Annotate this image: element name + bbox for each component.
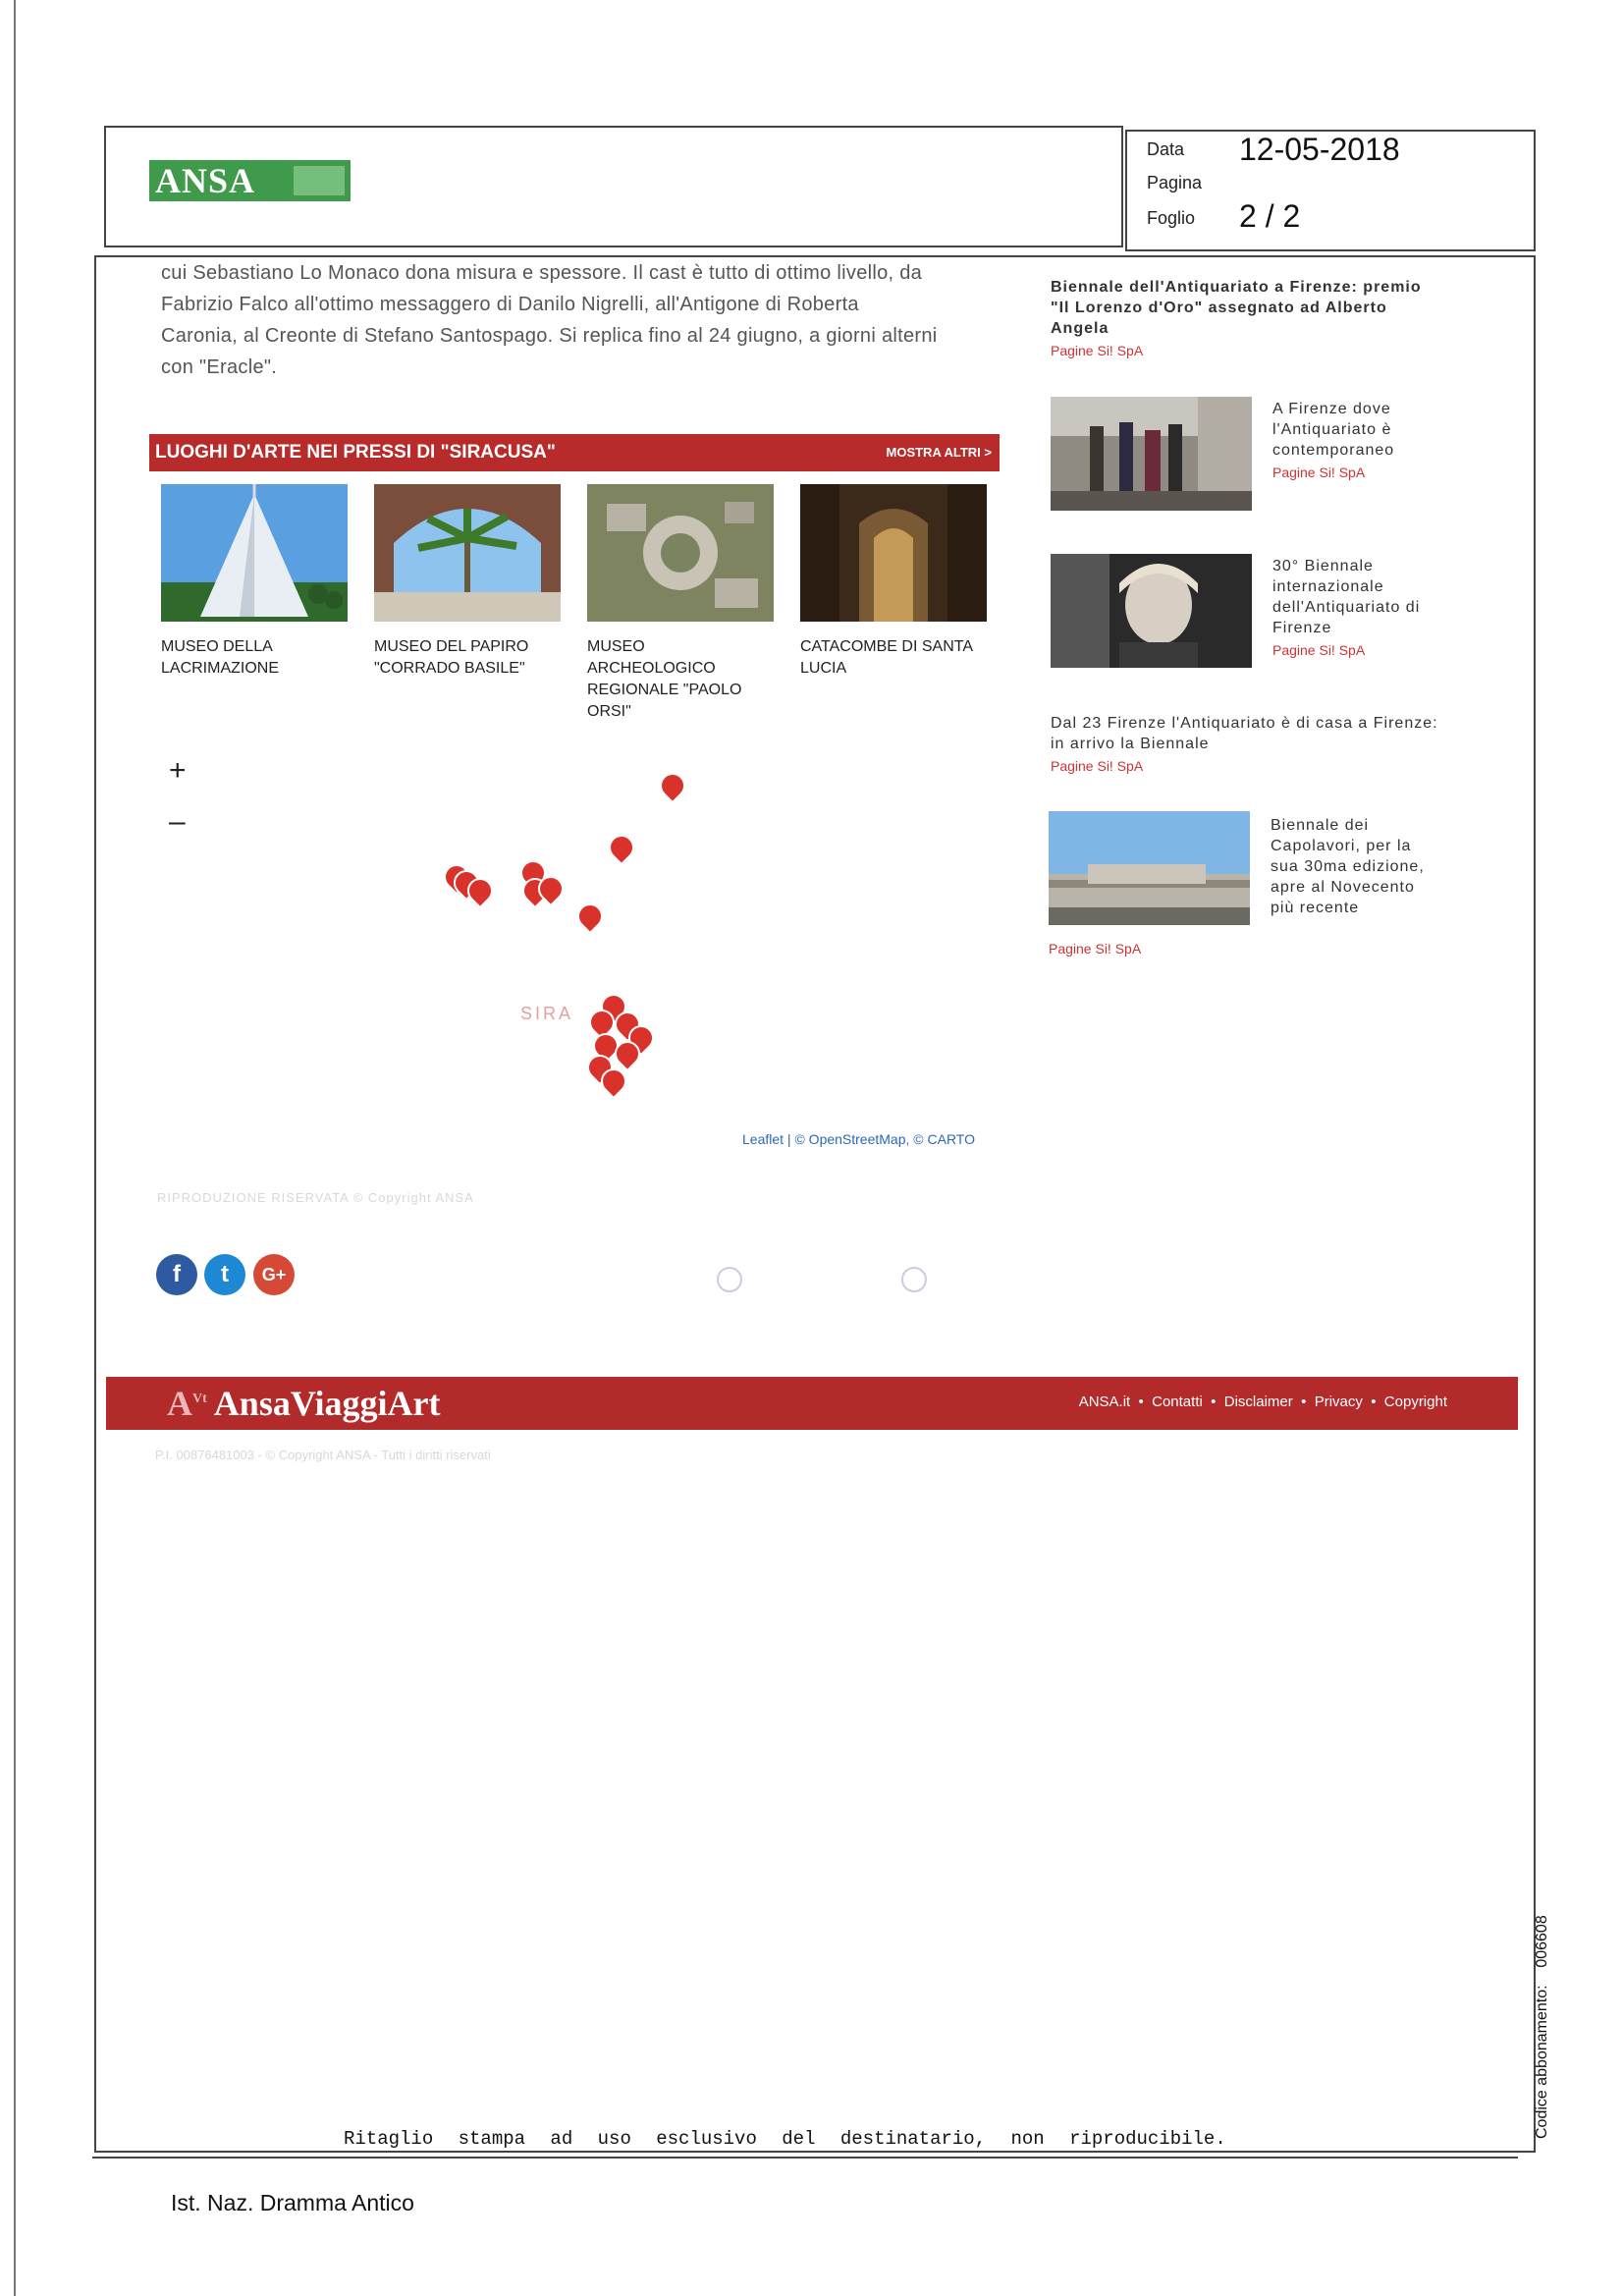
codice-value: 006608	[1534, 1915, 1550, 1968]
sidebar-item-1[interactable]	[1051, 277, 1424, 358]
footer-bar	[106, 1377, 1518, 1430]
footer-links: ANSA.it • Contatti • Disclaimer • Privacy • Copyright	[1078, 1394, 1447, 1410]
pagina-label: Pagina	[1147, 173, 1203, 192]
show-more-link[interactable]: MOSTRA ALTRI >	[886, 445, 992, 460]
article-line: Fabrizio Falco all'ottimo messaggero di Danilo Nigrelli, all'Antigone di Roberta	[161, 294, 859, 315]
sidebar-source: Pagine Si! SpA	[1051, 758, 1144, 774]
foglio-label: Foglio	[1147, 208, 1196, 228]
footer-link-disclaimer[interactable]: Disclaimer	[1223, 1394, 1293, 1410]
article-line: cui Sebastiano Lo Monaco dona misura e spessore. Il cast è tutto di ottimo livello, da	[161, 262, 923, 284]
bottom-rule	[92, 2157, 1518, 2159]
logo-tag	[294, 166, 345, 195]
places-banner	[149, 434, 1000, 471]
thumb-lacrimazione[interactable]	[161, 484, 348, 622]
ansaviaggiart-logo[interactable]	[167, 1383, 440, 1424]
brand-prefix: A	[167, 1384, 192, 1423]
zoom-out-button[interactable]: –	[169, 805, 186, 838]
sidebar-title[interactable]: 30° Biennale internazionale dell'Antiquariato di Firenze	[1272, 558, 1421, 636]
thumb-papiro[interactable]	[374, 484, 561, 622]
ansa-logo	[149, 160, 351, 201]
codice-label: Codice abbonamento:	[1534, 1985, 1550, 2139]
place-caption[interactable]: CATACOMBE DI SANTA LUCIA	[800, 638, 973, 677]
data-value: 12-05-2018	[1239, 132, 1400, 167]
place-caption[interactable]: MUSEO DELLA LACRIMAZIONE	[161, 638, 280, 677]
sidebar-item-2[interactable]	[1272, 399, 1439, 480]
brand-name: AnsaViaggiArt	[213, 1384, 441, 1423]
sidebar-title[interactable]: Dal 23 Firenze l'Antiquariato è di casa a Firenze: in arrivo la Biennale	[1051, 715, 1438, 752]
sidebar-source: Pagine Si! SpA	[1051, 343, 1144, 358]
osm-link[interactable]: © OpenStreetMap	[794, 1131, 906, 1147]
ritaglio-notice: Ritaglio stampa ad uso esclusivo del destinatario, non riproducibile.	[344, 2128, 1226, 2150]
reserved-notice: RIPRODUZIONE RISERVATA © Copyright ANSA	[157, 1190, 474, 1205]
footer-link-contatti[interactable]: Contatti	[1152, 1394, 1203, 1410]
faint-icon	[901, 1267, 927, 1292]
sidebar-title[interactable]: A Firenze dove l'Antiquariato è contemporaneo	[1272, 401, 1395, 459]
sidebar-source: Pagine Si! SpA	[1272, 465, 1366, 480]
sidebar-source: Pagine Si! SpA	[1272, 642, 1366, 658]
article-line: con "Eracle".	[161, 356, 278, 378]
thumb-archeologico[interactable]	[587, 484, 774, 622]
sidebar-thumb-2[interactable]	[1051, 397, 1252, 511]
sidebar-thumb-5[interactable]	[1049, 811, 1250, 925]
place-caption[interactable]: MUSEO ARCHEOLOGICO REGIONALE "PAOLO ORSI"	[587, 638, 742, 720]
footer-copyright: P.I. 00876481003 - © Copyright ANSA - Tutti i diritti riservati	[155, 1448, 491, 1462]
twitter-share-button[interactable]: t	[204, 1254, 245, 1295]
sidebar-item-4[interactable]	[1051, 713, 1443, 774]
brand-sup: Vt	[192, 1392, 207, 1406]
thumb-catacombe[interactable]	[800, 484, 987, 622]
left-margin-line	[14, 0, 16, 2296]
foglio-value: 2 / 2	[1239, 198, 1301, 234]
zoom-in-button[interactable]: +	[169, 754, 187, 787]
googleplus-share-button[interactable]: G+	[253, 1254, 295, 1295]
footer-link-privacy[interactable]: Privacy	[1314, 1394, 1363, 1410]
sidebar-item-5[interactable]	[1271, 815, 1437, 918]
faint-icon	[717, 1267, 742, 1292]
map-attribution: Leaflet | © OpenStreetMap, © CARTO	[742, 1131, 975, 1147]
facebook-share-button[interactable]: f	[156, 1254, 197, 1295]
codice-abbonamento	[1534, 1915, 1551, 2139]
article-text	[161, 257, 996, 383]
sidebar-thumb-3[interactable]	[1051, 554, 1252, 668]
sidebar-source: Pagine Si! SpA	[1049, 941, 1142, 957]
footer-link-copyright[interactable]: Copyright	[1383, 1394, 1447, 1410]
sidebar-title[interactable]: Biennale dell'Antiquariato a Firenze: premio "Il Lorenzo d'Oro" assegnato ad Alberto Angela	[1051, 279, 1422, 337]
sidebar-title[interactable]: Biennale dei Capolavori, per la sua 30ma edizione, apre al Novecento più recente	[1271, 817, 1425, 916]
place-caption[interactable]: MUSEO DEL PAPIRO "CORRADO BASILE"	[374, 638, 529, 677]
carto-link[interactable]: © CARTO	[913, 1131, 975, 1147]
client-name: Ist. Naz. Dramma Antico	[171, 2190, 414, 2215]
article-line: Caronia, al Creonte di Stefano Santospago. Si replica fino al 24 giugno, a giorni alterni	[161, 325, 938, 347]
sidebar-item-3[interactable]	[1272, 556, 1439, 658]
logo-text: ANSA	[155, 161, 256, 200]
map-city-label: SIRA	[520, 1004, 574, 1023]
places-title: LUOGHI D'ARTE NEI PRESSI DI "SIRACUSA"	[155, 442, 556, 463]
leaflet-link[interactable]: Leaflet	[742, 1131, 784, 1147]
footer-link-ansa[interactable]: ANSA.it	[1078, 1394, 1131, 1410]
data-label: Data	[1147, 139, 1185, 159]
